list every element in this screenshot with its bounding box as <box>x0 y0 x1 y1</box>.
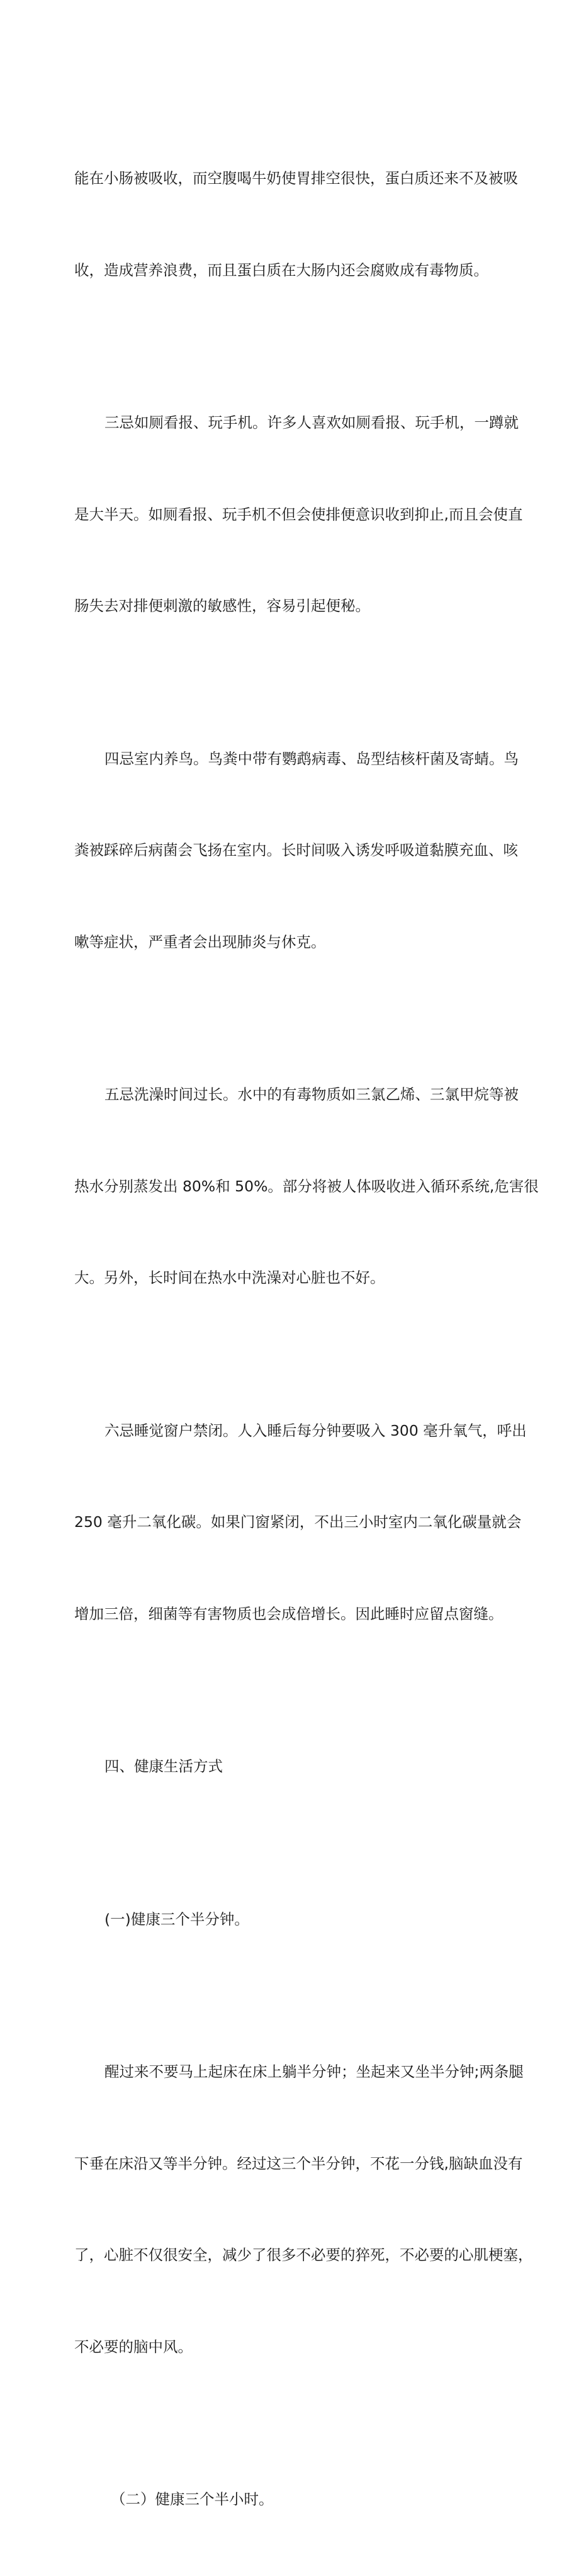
heading-text: (一)健康三个半分钟。 <box>104 1910 249 1928</box>
section-heading <box>74 1690 515 1843</box>
text-line: 肠失去对排便刺激的敏感性，容易引起便秘。 <box>74 597 370 615</box>
text-line: 五忌洗澡时间过长。水中的有毒物质如三氯乙烯、三氯甲烷等被 <box>104 1086 519 1103</box>
text-line: 六忌睡觉窗户禁闭。人入睡后每分钟要吸入 300 毫升氧气，呼出 <box>104 1421 527 1439</box>
text-line: 增加三倍，细菌等有害物质也会成倍增长。因此睡时应留点窗缝。 <box>74 1604 503 1623</box>
text-line: 热水分别蒸发出 80%和 50%。部分将被人体吸收进入循环系统,危害很 <box>74 1177 539 1195</box>
document-body <box>74 102 539 2576</box>
subsection-heading-one <box>74 1843 515 1996</box>
text-line: 收，造成营养浪费，而且蛋白质在大肠内还会腐败成有毒物质。 <box>74 261 488 279</box>
text-line: 粪被踩碎后病菌会飞扬在室内。长时间吸入诱发呼吸道黏膜充血、咳 <box>74 841 518 859</box>
text-line: 四忌室内养鸟。鸟粪中带有鹦鹉病毒、岛型结核杆菌及寄蜻。鸟 <box>104 749 519 768</box>
text-line: 下垂在床沿又等半分钟。经过这三个半分钟，不花一分钱,脑缺血没有 <box>74 2154 523 2172</box>
text-line: 了，心脏不仅很安全，减少了很多不必要的猝死，不必要的心肌梗塞， <box>74 2246 533 2264</box>
text-line: 不必要的脑中风。 <box>74 2337 193 2356</box>
text-line: 大。另外，长时间在热水中洗澡对心脏也不好。 <box>74 1269 385 1286</box>
text-line: 能在小肠被吸收，而空腹喝牛奶使胃排空很快，蛋白质还来不及被吸 <box>74 169 518 187</box>
paragraph-fifth-taboo <box>74 1018 539 1354</box>
paragraph-sixth-taboo <box>74 1354 527 1691</box>
paragraph-third-taboo <box>74 346 523 683</box>
text-line: 250 毫升二氧化碳。如果门窗紧闭，不出三小时室内二氧化碳量就会 <box>74 1513 522 1531</box>
text-line: 醒过来不要马上起床在床上躺半分钟；坐起来又坐半分钟;两条腿 <box>104 2063 524 2080</box>
paragraph-fourth-taboo <box>74 683 519 1019</box>
paragraph-milk-continued <box>74 102 518 346</box>
text-line: 三忌如厕看报、玩手机。许多人喜欢如厕看报、玩手机，一蹲就 <box>104 414 519 431</box>
heading-text: （二）健康三个半小时。 <box>111 2490 274 2508</box>
paragraph-three-half-minutes <box>74 1995 533 2423</box>
heading-text: 四、健康生活方式 <box>104 1757 223 1775</box>
text-line: 是大半天。如厕看报、玩手机不但会使排便意识收到抑止,而且会使直 <box>74 505 523 523</box>
subsection-heading-two <box>74 2423 515 2576</box>
text-line: 嗽等症状，严重者会出现肺炎与休克。 <box>74 933 326 951</box>
